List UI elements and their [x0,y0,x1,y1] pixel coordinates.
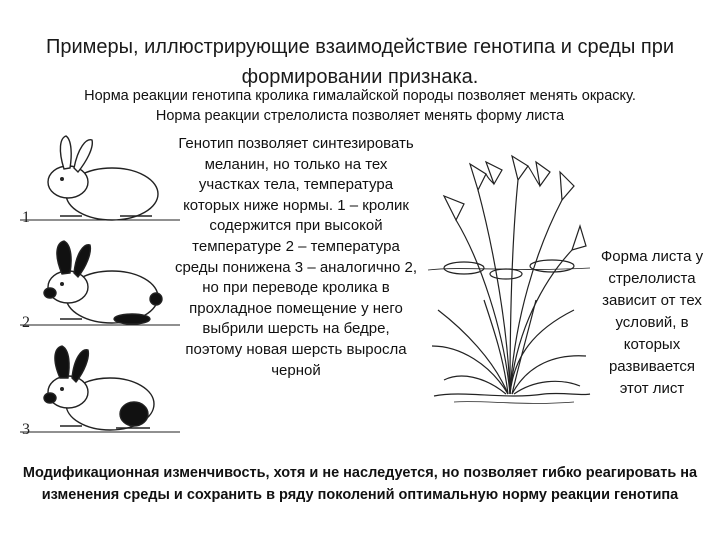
rabbit-dark-ears-image [20,237,180,337]
slide-subtitle [10,86,710,126]
rabbit-illustrations [20,132,180,450]
figure-label-1: 1 [22,209,30,226]
rabbit-figure-1 [20,132,180,232]
rabbit-white-image [20,132,180,232]
figure-label-2: 2 [22,314,30,331]
figure-label-3: 3 [22,421,30,438]
subtitle-line-arrowhead: Норма реакции стрелолиста позволяет менять форму листа [155,108,565,124]
arrowhead-description: Форма листа у стрелолиста зависит от тех условий, в которых развивается этот лист [600,248,704,397]
subtitle-line-rabbit: Норма реакции генотипа кролика гималайской породы позволяет менять окраску. [84,88,636,104]
conclusion-text: Модификационная изменчивость, хотя и не наследуется, но позволяет гибко реагировать на изменения среды и сохранить в ряду поколений оптимальную норму реакции генотипа [22,465,698,503]
rabbit-figure-3 [20,344,180,444]
rabbit-description: Генотип позволяет синтезировать меланин, но только на тех участках тела, температура которых ниже нормы. 1 – кролик содержится при высокой температуре 2 – температура среды понижена 3 – аналогично 2, но при переводе кролика в прохладное помещение у него выбрили шерсть на бедре, поэтому новая шерсть выросла черной [174,135,418,379]
rabbit-figure-2 [20,237,180,337]
slide-title: Примеры, иллюстрирующие взаимодействие генотипа и среды при формировании признака. [45,36,675,88]
arrowhead-plant-image [424,150,594,412]
rabbit-shaved-patch-image [20,344,180,444]
